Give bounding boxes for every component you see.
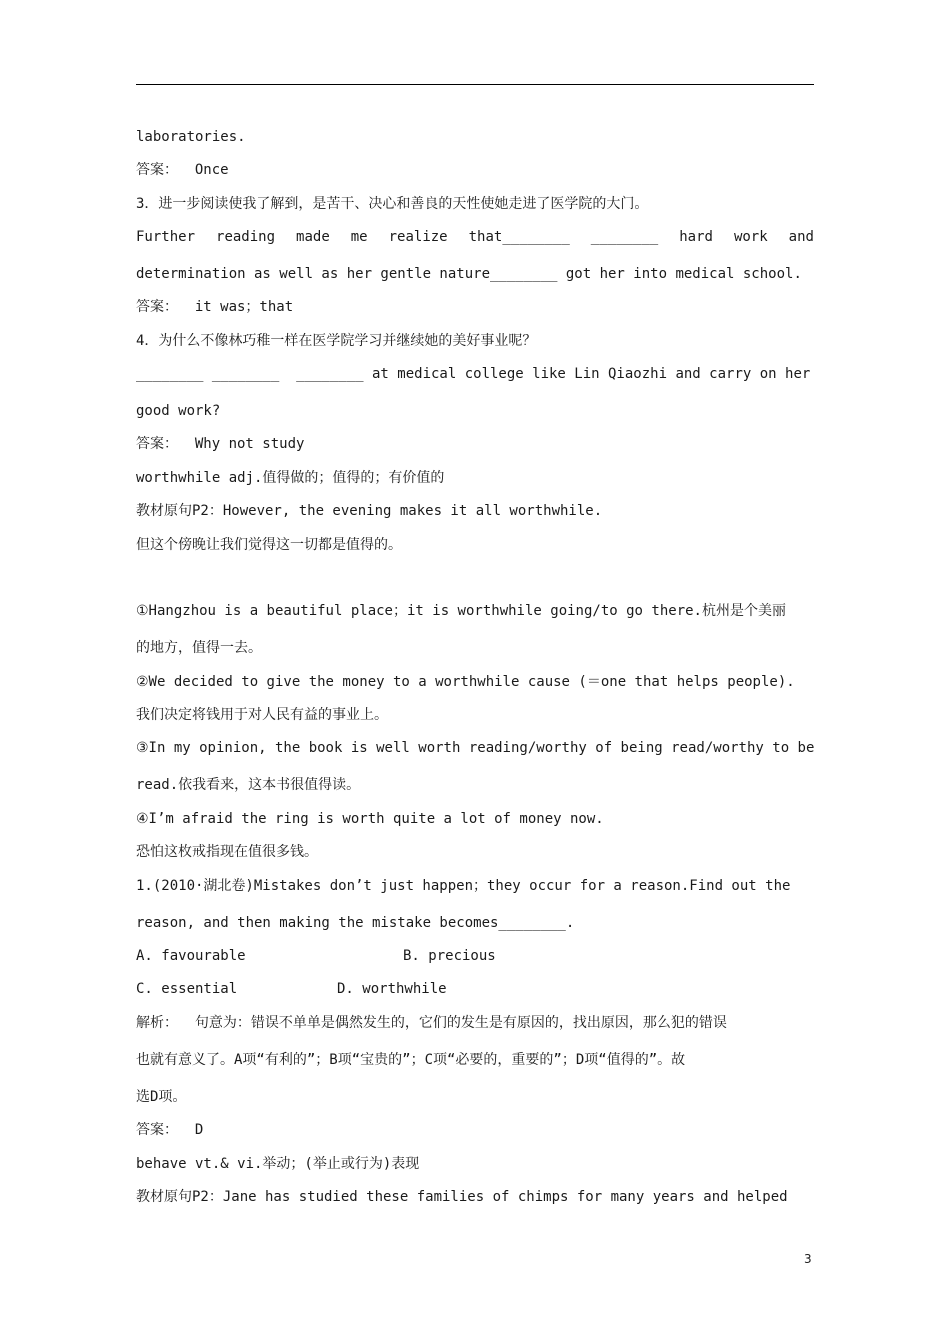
answer-line: 答案： Why not study (136, 436, 305, 452)
header-rule (136, 84, 814, 85)
option-b: B. precious (403, 948, 496, 964)
text-line: 的地方，值得一去。 (136, 640, 262, 656)
translation-line: 恐怕这枚戒指现在值很多钱。 (136, 844, 318, 860)
example-1: ①Hangzhou is a beautiful place；it is worthwhile going/to go there.杭州是个美丽 (136, 603, 786, 619)
word: ________ (590, 229, 659, 245)
text-line: 也就有意义了。A项“有利的”；B项“宝贵的”；C项“必要的，重要的”；D项“值得的”。故 (136, 1052, 686, 1068)
text-line: good work? (136, 403, 221, 419)
text-line: ________ ________ ________ at medical college like Lin Qiaozhi and carry on her (136, 366, 811, 382)
example-4: ④I’m afraid the ring is worth quite a lot of money now. (136, 811, 604, 827)
word: and (788, 229, 814, 245)
word: Further (136, 229, 196, 245)
exercise-line-justified (136, 227, 814, 247)
answer-line: 答案： it was；that (136, 299, 294, 315)
page-number: 3 (804, 1252, 812, 1266)
word: work (733, 229, 768, 245)
text-line: 选D项。 (136, 1089, 187, 1105)
option-c: C. essential (136, 981, 238, 997)
question-4: 4．为什么不像林巧稚一样在医学院学习并继续她的美好事业呢？ (136, 333, 537, 349)
text-line: read.依我看来，这本书很值得读。 (136, 777, 361, 793)
example-2: ②We decided to give the money to a worthwhile cause (＝one that helps people). (136, 674, 795, 690)
exercise-question: 1.(2010·湖北卷)Mistakes don’t just happen；they occur for a reason.Find out the (136, 878, 791, 894)
text-line: reason, and then making the mistake becomes________. (136, 915, 575, 931)
text-line: laboratories. (136, 129, 246, 145)
example-3: ③In my opinion, the book is well worth reading/worthy of being read/worthy to be (136, 740, 815, 756)
word: hard (679, 229, 713, 245)
vocab-heading: behave vt.& vi.举动；(举止或行为)表现 (136, 1156, 420, 1172)
word: realize (388, 229, 448, 245)
option-a: A. favourable (136, 948, 246, 964)
analysis-line: 解析： 句意为：错误不单单是偶然发生的，它们的发生是有原因的，找出原因，那么犯的错误 (136, 1015, 727, 1031)
word: reading (216, 229, 276, 245)
translation-line: 但这个傍晚让我们觉得这一切都是值得的。 (136, 537, 402, 553)
textbook-sentence: 教材原句P2：Jane has studied these families of chimps for many years and helped (136, 1189, 788, 1205)
question-3: 3．进一步阅读使我了解到，是苦干、决心和善良的天性使她走进了医学院的大门。 (136, 196, 649, 212)
vocab-heading: worthwhile adj.值得做的；值得的；有价值的 (136, 470, 445, 486)
answer-line: 答案： Once (136, 162, 229, 178)
word: that________ (468, 229, 570, 245)
text-line: determination as well as her gentle nature________ got her into medical school. (136, 266, 802, 282)
word: made (296, 229, 330, 245)
answer-line: 答案： D (136, 1122, 204, 1138)
word: me (350, 229, 368, 245)
translation-line: 我们决定将钱用于对人民有益的事业上。 (136, 707, 388, 723)
option-d: D. worthwhile (337, 981, 447, 997)
textbook-sentence: 教材原句P2：However, the evening makes it all worthwhile. (136, 503, 603, 519)
